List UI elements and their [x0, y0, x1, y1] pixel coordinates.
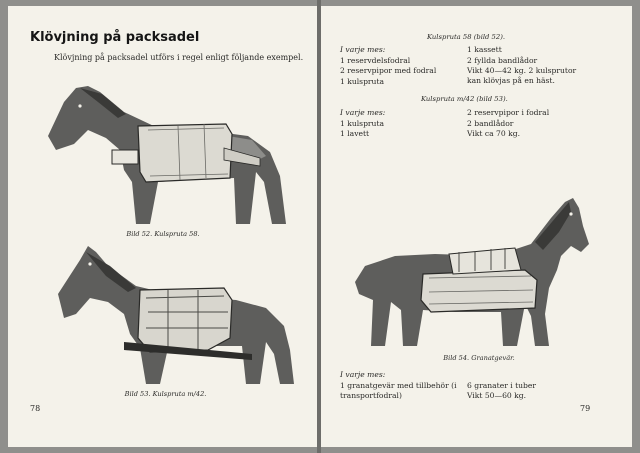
section-58-right-item-3: Vikt 40—42 kg. 2 kulsprutor kan klövjas på en häst.	[467, 66, 577, 86]
page-heading: Klövjning på packsadel	[30, 30, 200, 45]
section-kulspruta-58-title: Kulspruta 58 (bild 52).	[427, 33, 506, 41]
section-58-left-header: I varje mes:	[340, 45, 386, 54]
section-58-right-item-2: 2 fyllda bandlådor	[467, 55, 538, 65]
figure-53-horse-illustration	[28, 242, 303, 386]
section-kulspruta-42-title: Kulspruta m/42 (bild 53).	[421, 95, 508, 103]
section-gevar-right-item-2: Vikt 50—60 kg.	[467, 391, 527, 400]
section-42-right-item-3: Vikt ca 70 kg.	[467, 129, 520, 138]
figure-54-horse-illustration	[345, 196, 613, 346]
page-number-left: 78	[30, 404, 41, 413]
section-gevar-right-item-1: 6 granater i tuber	[467, 380, 537, 390]
section-58-left-item-2: 2 reservpipor med fodral	[340, 66, 437, 75]
section-58-left-item-1: 1 reservdelsfodral	[340, 55, 411, 65]
intro-text: Klövjning på packsadel utförs i regel enligt följande exempel.	[54, 53, 304, 62]
figure-52-caption: Bild 52. Kulspruta 58.	[126, 230, 200, 238]
section-58-left-item-3: 1 kulspruta	[340, 76, 385, 86]
page-number-right: 79	[580, 404, 591, 413]
left-page	[8, 6, 317, 447]
figure-52-horse-illustration	[28, 66, 298, 228]
section-42-right-item-2: 2 bandlådor	[467, 118, 514, 128]
section-gevar-left-item-1: 1 granatgevär med tillbehör (i transportfodral)	[340, 380, 457, 400]
section-42-left-item-1: 1 kulspruta	[340, 118, 385, 128]
figure-54-caption: Bild 54. Granatgevär.	[443, 354, 515, 362]
section-42-left-header: I varje mes:	[340, 108, 386, 117]
section-42-right-item-1: 2 reservpipor i fodral	[467, 108, 550, 117]
right-page	[321, 6, 632, 447]
section-gevar-left-header: I varje mes:	[340, 370, 386, 379]
section-42-left-item-2: 1 lavett	[340, 129, 370, 138]
figure-53-caption: Bild 53. Kulspruta m/42.	[124, 390, 207, 398]
section-58-right-item-1: 1 kassett	[467, 45, 502, 54]
